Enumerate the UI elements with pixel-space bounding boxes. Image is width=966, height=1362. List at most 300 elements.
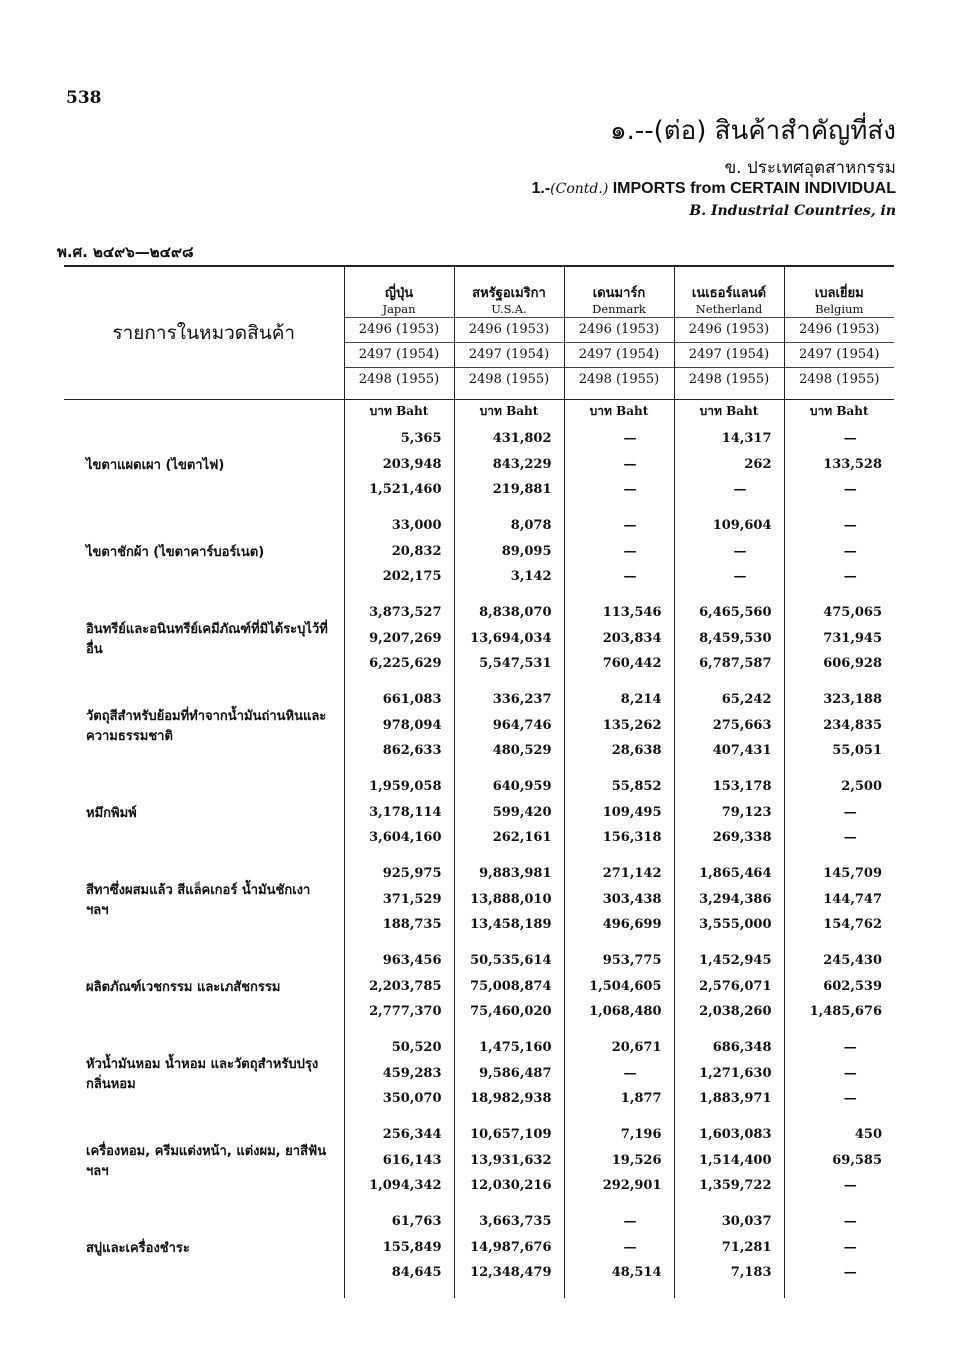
value: 109,604 bbox=[712, 518, 772, 533]
value: — bbox=[843, 804, 857, 820]
unit-label: บาท Baht bbox=[479, 404, 539, 418]
value-stack bbox=[785, 509, 895, 590]
value-cell bbox=[784, 596, 894, 683]
bottom-cell bbox=[344, 1292, 454, 1298]
value-cell bbox=[674, 1205, 784, 1292]
value-stack bbox=[675, 857, 784, 938]
year-label: 2498 (1955) bbox=[785, 367, 895, 392]
value-stack bbox=[785, 944, 895, 1025]
value: 686,348 bbox=[712, 1040, 772, 1055]
value: 3,294,386 bbox=[699, 891, 772, 907]
value-cell bbox=[674, 944, 784, 1031]
value: 202,175 bbox=[382, 569, 442, 584]
value-cell bbox=[454, 509, 564, 596]
table-row bbox=[64, 944, 894, 1031]
year-label: 2496 (1953) bbox=[675, 317, 784, 342]
value: 113,546 bbox=[602, 605, 662, 620]
year-label: 2496 (1953) bbox=[345, 317, 454, 342]
thai-main-title: ๑.--(ต่อ) สินค้าสำคัญที่ส่ง bbox=[610, 116, 896, 146]
value-stack bbox=[675, 944, 784, 1025]
country-name-thai: เนเธอร์แลนด์ bbox=[691, 286, 767, 301]
value: 9,586,487 bbox=[479, 1065, 552, 1081]
value: — bbox=[623, 1214, 637, 1229]
value-stack bbox=[345, 509, 454, 590]
value-stack bbox=[785, 422, 895, 503]
value: 616,143 bbox=[382, 1152, 442, 1168]
english-contd: (Contd.) bbox=[550, 181, 609, 197]
value: — bbox=[843, 1040, 857, 1055]
bottom-cell bbox=[674, 1292, 784, 1298]
value-cell bbox=[784, 683, 894, 770]
category-cell bbox=[64, 1031, 344, 1118]
value: 1,271,630 bbox=[699, 1065, 772, 1081]
value: — bbox=[733, 569, 747, 584]
value-stack bbox=[345, 770, 454, 851]
value-stack bbox=[675, 1031, 784, 1112]
value: 75,460,020 bbox=[470, 1004, 552, 1019]
category-label: วัตถุสีสำหรับย้อมที่ทำจากน้ำมันถ่านหินและความธรรมชาติ bbox=[86, 708, 327, 744]
value: — bbox=[623, 569, 637, 584]
category-cell bbox=[64, 944, 344, 1031]
value: 1,452,945 bbox=[699, 953, 772, 968]
value: 2,777,370 bbox=[369, 1004, 442, 1019]
value: 1,883,971 bbox=[699, 1091, 772, 1106]
value: — bbox=[843, 1178, 857, 1193]
value: 20,671 bbox=[611, 1040, 662, 1055]
value-cell bbox=[784, 770, 894, 857]
value: 71,281 bbox=[721, 1239, 772, 1255]
value: 55,852 bbox=[611, 779, 662, 794]
value-stack bbox=[455, 509, 564, 590]
value: 219,881 bbox=[492, 482, 552, 497]
value: 13,458,189 bbox=[470, 917, 552, 932]
table-row bbox=[64, 857, 894, 944]
value: 19,526 bbox=[611, 1152, 662, 1168]
value-stack bbox=[675, 596, 784, 677]
value: 480,529 bbox=[492, 743, 552, 758]
year-label: 2496 (1953) bbox=[785, 317, 895, 342]
value: 13,931,632 bbox=[470, 1152, 552, 1168]
value-stack bbox=[565, 770, 674, 851]
value-cell bbox=[344, 1118, 454, 1205]
value-cell bbox=[564, 596, 674, 683]
value: 55,051 bbox=[832, 743, 882, 758]
value-cell bbox=[564, 509, 674, 596]
category-wrap bbox=[64, 770, 344, 857]
imports-table bbox=[64, 265, 894, 1298]
value: 925,975 bbox=[382, 866, 442, 881]
value-cell bbox=[674, 596, 784, 683]
category-wrap bbox=[64, 944, 344, 1031]
value: 89,095 bbox=[501, 543, 552, 559]
value-cell bbox=[784, 857, 894, 944]
value: 978,094 bbox=[382, 717, 442, 733]
value-stack bbox=[565, 857, 674, 938]
value: 203,834 bbox=[602, 630, 662, 646]
value: 14,987,676 bbox=[470, 1239, 552, 1255]
value: 3,873,527 bbox=[369, 605, 442, 620]
value-cell bbox=[344, 422, 454, 509]
value: 9,883,981 bbox=[479, 866, 552, 881]
table-row bbox=[64, 596, 894, 683]
value-stack bbox=[675, 770, 784, 851]
unit-cell bbox=[454, 400, 564, 423]
value: 155,849 bbox=[382, 1239, 442, 1255]
value: 61,763 bbox=[391, 1214, 442, 1229]
value-cell bbox=[454, 857, 564, 944]
table-header-row bbox=[64, 266, 894, 400]
value-cell bbox=[454, 944, 564, 1031]
value: 133,528 bbox=[823, 456, 882, 472]
unit-row bbox=[64, 400, 894, 423]
value-cell bbox=[674, 509, 784, 596]
table-row bbox=[64, 1118, 894, 1205]
value-cell bbox=[674, 683, 784, 770]
value: 371,529 bbox=[382, 891, 442, 907]
value: — bbox=[623, 431, 637, 446]
country-header-box bbox=[565, 267, 674, 399]
value: 3,142 bbox=[510, 569, 552, 584]
table-row bbox=[64, 1031, 894, 1118]
value: 262,161 bbox=[492, 830, 552, 845]
value: 3,663,735 bbox=[479, 1214, 552, 1229]
value-stack bbox=[785, 770, 895, 851]
value-cell bbox=[564, 944, 674, 1031]
value-stack bbox=[675, 1205, 784, 1286]
category-label: หัวน้ำมันหอม น้ำหอม และวัตถุสำหรับปรุงกลิ่นหอม bbox=[86, 1056, 319, 1092]
english-main-title bbox=[531, 180, 896, 198]
category-wrap bbox=[64, 857, 344, 944]
value: — bbox=[733, 482, 747, 497]
country-header-box bbox=[675, 267, 784, 399]
bottom-cell bbox=[64, 1292, 344, 1298]
value: 5,547,531 bbox=[479, 656, 552, 671]
value-stack bbox=[565, 596, 674, 677]
value-cell bbox=[674, 857, 784, 944]
value: — bbox=[843, 482, 857, 497]
value: 350,070 bbox=[382, 1091, 442, 1106]
value: 65,242 bbox=[721, 692, 772, 707]
value-stack bbox=[455, 683, 564, 764]
unit-label: บาท Baht bbox=[589, 404, 649, 418]
year-label: 2497 (1954) bbox=[455, 342, 564, 367]
value: — bbox=[843, 1265, 857, 1280]
category-label: ไขตาแผดเผา (ไขตาไฟ) bbox=[86, 457, 225, 473]
value-cell bbox=[344, 683, 454, 770]
value-stack bbox=[785, 1031, 895, 1112]
value-stack bbox=[785, 857, 895, 938]
year-label: 2496 (1953) bbox=[565, 317, 674, 342]
value: — bbox=[843, 543, 857, 559]
value: 10,657,109 bbox=[470, 1127, 552, 1142]
value: 30,037 bbox=[721, 1214, 772, 1229]
value: — bbox=[623, 456, 637, 472]
value: 1,521,460 bbox=[369, 482, 442, 497]
value-stack bbox=[455, 1205, 564, 1286]
value: 256,344 bbox=[382, 1127, 442, 1142]
value-stack bbox=[455, 596, 564, 677]
value: 2,038,260 bbox=[699, 1004, 772, 1019]
category-cell bbox=[64, 596, 344, 683]
value: 79,123 bbox=[721, 804, 772, 820]
value: — bbox=[623, 518, 637, 533]
country-header-box bbox=[785, 267, 895, 399]
unit-cell bbox=[564, 400, 674, 423]
unit-label: บาท Baht bbox=[369, 404, 429, 418]
year-label: 2498 (1955) bbox=[345, 367, 454, 392]
value: 48,514 bbox=[611, 1265, 662, 1280]
value-stack bbox=[785, 596, 895, 677]
table-bottom-row bbox=[64, 1292, 894, 1298]
category-label: หมึกพิมพ์ bbox=[86, 805, 137, 821]
value: — bbox=[843, 431, 857, 446]
value-stack bbox=[455, 422, 564, 503]
value-stack bbox=[345, 422, 454, 503]
value: 843,229 bbox=[492, 456, 552, 472]
value-stack bbox=[455, 1031, 564, 1112]
value-cell bbox=[564, 1205, 674, 1292]
country-name-english: Denmark bbox=[592, 302, 646, 316]
year-label: 2497 (1954) bbox=[785, 342, 895, 367]
value: — bbox=[623, 1065, 637, 1081]
value-cell bbox=[454, 1118, 564, 1205]
value: 661,083 bbox=[382, 692, 442, 707]
value: 13,694,034 bbox=[470, 630, 552, 646]
value-stack bbox=[455, 944, 564, 1025]
value: 8,459,530 bbox=[699, 630, 772, 646]
value: 1,865,464 bbox=[699, 866, 772, 881]
value-stack bbox=[675, 422, 784, 503]
table-row bbox=[64, 422, 894, 509]
value-stack bbox=[345, 1118, 454, 1199]
english-sub-title: B. Industrial Countries, in bbox=[689, 203, 896, 219]
value: 18,982,938 bbox=[470, 1091, 552, 1106]
value-cell bbox=[674, 1031, 784, 1118]
value: 6,787,587 bbox=[699, 656, 772, 671]
value: 1,094,342 bbox=[369, 1178, 442, 1193]
value: — bbox=[623, 1239, 637, 1255]
value-stack bbox=[345, 1031, 454, 1112]
country-name-english: U.S.A. bbox=[491, 302, 527, 316]
value-stack bbox=[785, 1118, 895, 1199]
value-stack bbox=[565, 1031, 674, 1112]
value: 145,709 bbox=[823, 866, 882, 881]
value: 203,948 bbox=[382, 456, 442, 472]
category-column-header: รายการในหมวดสินค้า bbox=[64, 266, 344, 400]
category-label: เครื่องหอม, ครีมแต่งหน้า, แต่งผม, ยาสีฟัน ฯลฯ bbox=[86, 1143, 327, 1179]
value-cell bbox=[784, 944, 894, 1031]
value-stack bbox=[565, 944, 674, 1025]
value: 963,456 bbox=[382, 953, 442, 968]
value: — bbox=[843, 1214, 857, 1229]
category-wrap bbox=[64, 1205, 344, 1292]
value-stack bbox=[455, 857, 564, 938]
value: 475,065 bbox=[823, 605, 882, 620]
value: 135,262 bbox=[602, 717, 662, 733]
value: 269,338 bbox=[712, 830, 772, 845]
value: 50,520 bbox=[391, 1040, 442, 1055]
value: 1,485,676 bbox=[809, 1004, 882, 1019]
value: 12,030,216 bbox=[470, 1178, 552, 1193]
table-row bbox=[64, 1205, 894, 1292]
value: 33,000 bbox=[391, 518, 442, 533]
value: 407,431 bbox=[712, 743, 772, 758]
value: 431,802 bbox=[492, 431, 552, 446]
value: 323,188 bbox=[823, 692, 882, 707]
value-cell bbox=[564, 1031, 674, 1118]
category-wrap bbox=[64, 422, 344, 509]
value-cell bbox=[674, 770, 784, 857]
category-label: สีทาซึ่งผสมแล้ว สีแล็คเกอร์ น้ำมันชักเงา ฯลฯ bbox=[86, 882, 311, 918]
value-cell bbox=[564, 1118, 674, 1205]
category-cell bbox=[64, 683, 344, 770]
category-cell bbox=[64, 1118, 344, 1205]
value: 459,283 bbox=[382, 1065, 442, 1081]
value: — bbox=[843, 518, 857, 533]
value: 6,465,560 bbox=[699, 605, 772, 620]
value: 496,699 bbox=[602, 917, 662, 932]
value-cell bbox=[344, 1031, 454, 1118]
value-stack bbox=[675, 509, 784, 590]
value: 292,901 bbox=[602, 1178, 662, 1193]
value: 12,348,479 bbox=[470, 1265, 552, 1280]
bottom-cell bbox=[784, 1292, 894, 1298]
value: 1,514,400 bbox=[699, 1152, 772, 1168]
value-cell bbox=[564, 683, 674, 770]
category-label: ไขตาชักผ้า (ไขตาคาร์บอร์เนต) bbox=[86, 544, 265, 560]
value: 8,078 bbox=[510, 518, 552, 533]
value-cell bbox=[674, 422, 784, 509]
value: 69,585 bbox=[832, 1152, 882, 1168]
value-cell bbox=[454, 1031, 564, 1118]
year-label: 2498 (1955) bbox=[455, 367, 564, 392]
value-cell bbox=[564, 422, 674, 509]
country-header-2 bbox=[564, 266, 674, 400]
value-cell bbox=[784, 509, 894, 596]
unit-cell bbox=[344, 400, 454, 423]
value: — bbox=[623, 482, 637, 497]
value-stack bbox=[565, 1118, 674, 1199]
table-row bbox=[64, 770, 894, 857]
category-wrap bbox=[64, 1118, 344, 1205]
value: 262 bbox=[744, 456, 772, 472]
value: 245,430 bbox=[823, 953, 882, 968]
category-cell bbox=[64, 857, 344, 944]
value: 50,535,614 bbox=[470, 953, 552, 968]
value: 2,576,071 bbox=[699, 978, 772, 994]
value-stack bbox=[455, 1118, 564, 1199]
value: — bbox=[843, 1065, 857, 1081]
value: 84,645 bbox=[391, 1265, 442, 1280]
value: 640,959 bbox=[492, 779, 552, 794]
value: 964,746 bbox=[492, 717, 552, 733]
thai-sub-title: ข. ประเทศอุตสาหกรรม bbox=[724, 158, 896, 178]
value: 144,747 bbox=[823, 891, 882, 907]
bottom-cell bbox=[564, 1292, 674, 1298]
year-label: 2498 (1955) bbox=[675, 367, 784, 392]
value: 760,442 bbox=[602, 656, 662, 671]
value: 234,835 bbox=[823, 717, 882, 733]
country-header-box bbox=[345, 267, 454, 399]
value-stack bbox=[345, 944, 454, 1025]
value: 28,638 bbox=[611, 743, 662, 758]
unit-label: บาท Baht bbox=[699, 404, 759, 418]
value: 1,603,083 bbox=[699, 1127, 772, 1142]
value: 156,318 bbox=[602, 830, 662, 845]
category-wrap bbox=[64, 596, 344, 683]
year-label: 2498 (1955) bbox=[565, 367, 674, 392]
country-header-box bbox=[455, 267, 564, 399]
value: 862,633 bbox=[382, 743, 442, 758]
value: 1,504,605 bbox=[589, 978, 662, 994]
year-label: 2497 (1954) bbox=[565, 342, 674, 367]
value: 2,203,785 bbox=[369, 978, 442, 994]
value: 275,663 bbox=[712, 717, 772, 733]
value: 450 bbox=[854, 1127, 882, 1142]
value: 1,068,480 bbox=[589, 1004, 662, 1019]
category-label: ผลิตภัณฑ์เวชกรรม และเภสัชกรรม bbox=[86, 979, 281, 995]
value-cell bbox=[674, 1118, 784, 1205]
value-stack bbox=[345, 857, 454, 938]
category-label: อินทรีย์และอนินทรีย์เคมีภัณฑ์ที่มิได้ระบุไว้ที่อื่น bbox=[86, 621, 328, 657]
value: 14,317 bbox=[721, 431, 772, 446]
value: 6,225,629 bbox=[369, 656, 442, 671]
category-wrap bbox=[64, 683, 344, 770]
year-label: 2497 (1954) bbox=[675, 342, 784, 367]
value: 3,555,000 bbox=[699, 917, 772, 932]
value: 953,775 bbox=[602, 953, 662, 968]
value: 2,500 bbox=[841, 779, 882, 794]
country-name-thai: สหรัฐอเมริกา bbox=[472, 286, 546, 301]
value: 153,178 bbox=[712, 779, 772, 794]
value: — bbox=[623, 543, 637, 559]
value-stack bbox=[675, 683, 784, 764]
value-cell bbox=[344, 770, 454, 857]
value: 154,762 bbox=[823, 917, 882, 932]
value: 8,214 bbox=[620, 692, 662, 707]
value-stack bbox=[455, 770, 564, 851]
value: 13,888,010 bbox=[470, 891, 552, 907]
english-title-text: IMPORTS from CERTAIN INDIVIDUAL bbox=[612, 180, 896, 197]
value: — bbox=[843, 1239, 857, 1255]
country-header-4 bbox=[784, 266, 894, 400]
value: — bbox=[733, 543, 747, 559]
category-cell bbox=[64, 1205, 344, 1292]
value: 606,928 bbox=[823, 656, 882, 671]
country-header-3 bbox=[674, 266, 784, 400]
value: 303,438 bbox=[602, 891, 662, 907]
value-stack bbox=[565, 422, 674, 503]
years-label: พ.ศ. ๒๔๙๖—๒๔๙๘ bbox=[57, 243, 194, 261]
value-stack bbox=[345, 596, 454, 677]
value: 599,420 bbox=[492, 804, 552, 820]
value-cell bbox=[784, 422, 894, 509]
value-stack bbox=[345, 1205, 454, 1286]
value: 3,178,114 bbox=[369, 804, 442, 820]
unit-row-blank bbox=[64, 400, 344, 423]
country-name-thai: เบลเยี่ยม bbox=[814, 286, 864, 301]
value: 602,539 bbox=[823, 978, 882, 994]
value-cell bbox=[454, 683, 564, 770]
value-cell bbox=[344, 596, 454, 683]
unit-cell bbox=[674, 400, 784, 423]
year-label: 2496 (1953) bbox=[455, 317, 564, 342]
value-cell bbox=[344, 944, 454, 1031]
value: 1,359,722 bbox=[699, 1178, 772, 1193]
country-header-1 bbox=[454, 266, 564, 400]
category-cell bbox=[64, 770, 344, 857]
country-name-thai: เดนมาร์ก bbox=[592, 286, 646, 301]
